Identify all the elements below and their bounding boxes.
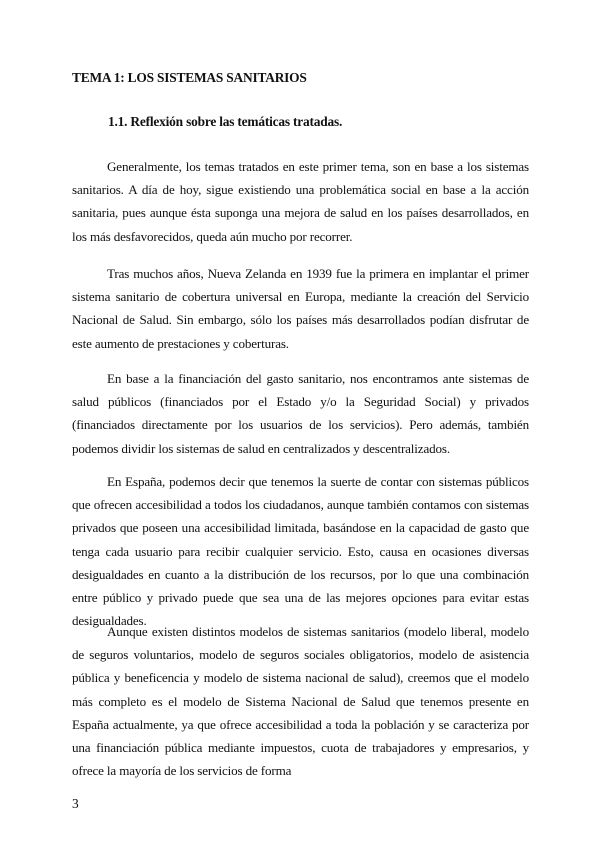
paragraph-4: En España, podemos decir que tenemos la suerte de contar con sistemas públicos que ofrecen accesibilidad a todos los ciudadanos, aunque también contamos con sistemas privados que poseen una accesibilidad limitada, basándose en la capacidad de gasto que tenga cada usuario para recibir cualquier servicio. Esto, causa en ocasiones diversas desigualdades en cuanto a la distribución de los recursos, por lo que una combinación entre público y privado puede que sea una de las mejores opciones para evitar estas desigualdades. bbox=[72, 474, 529, 629]
page-number: 3 bbox=[72, 796, 79, 811]
paragraph-5: Aunque existen distintos modelos de sistemas sanitarios (modelo liberal, modelo de seguros voluntarios, modelo de seguros sociales obligatorios, modelo de asistencia pública y beneficencia y modelo de sistema nacional de salud), creemos que el modelo más completo es el modelo de Sistema Nacional de Salud que tenemos presente en España actualmente, ya que ofrece accesibilidad a toda la población y se caracteriza por una financiación pública mediante impuestos, cuota de trabajadores y empresarios, y ofrece la mayoría de los servicios de forma bbox=[72, 624, 529, 779]
paragraph-1: Generalmente, los temas tratados en este primer tema, son en base a los sistemas sanitarios. A día de hoy, sigue existiendo una problemática social en base a la acción sanitaria, pues aunque ésta suponga una mejora de salud en los países desarrollados, en los más desfavorecidos, queda aún mucho por recorrer. bbox=[72, 159, 529, 244]
section-title: 1.1. Reflexión sobre las temáticas tratadas. bbox=[108, 114, 343, 129]
paragraph-2: Tras muchos años, Nueva Zelanda en 1939 fue la primera en implantar el primer sistema sanitario de cobertura universal en Europa, mediante la creación del Servicio Nacional de Salud. Sin embargo, sólo los países más desarrollados podían disfrutar de este aumento de prestaciones y coberturas. bbox=[72, 266, 529, 351]
paragraph-3: En base a la financiación del gasto sanitario, nos encontramos ante sistemas de salud públicos (financiados por el Estado y/o la Seguridad Social) y privados (financiados directamente por los usuarios de los servicios). Pero además, también podemos dividir los sistemas de salud en centralizados y descentralizados. bbox=[72, 371, 529, 456]
chapter-title: TEMA 1: LOS SISTEMAS SANITARIOS bbox=[72, 70, 307, 85]
